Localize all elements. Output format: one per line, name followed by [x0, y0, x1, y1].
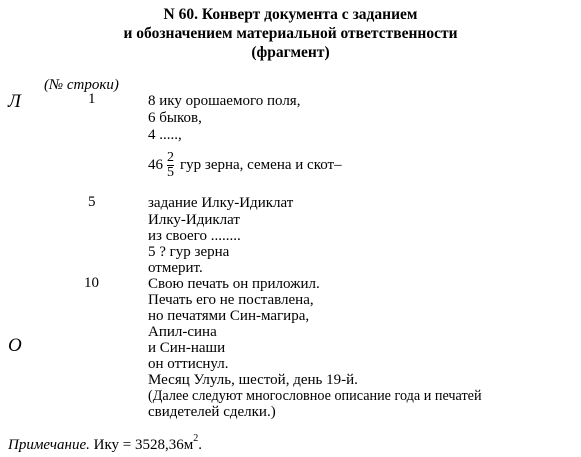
text-line-8: 5 ? гур зерна [148, 244, 230, 260]
reverse-side-label: О [8, 335, 22, 356]
document-title-line-2: и обозначением материальной ответственности [123, 25, 458, 42]
text-line-17: (Далее следуют многословное описание года и печатей [148, 388, 482, 404]
footnote [8, 433, 202, 454]
footnote-text: Ику = 3528,36м [93, 437, 194, 453]
document-title-line-1: N 60. Конверт документа с заданием [163, 6, 418, 23]
fraction-numerator: 2 [167, 150, 174, 165]
text-line-1: 8 ику орошаемого поля, [148, 93, 301, 109]
text-line-11: Печать его не поставлена, [148, 292, 314, 308]
fraction-denominator: 5 [167, 165, 174, 180]
line-number-10: 10 [84, 275, 99, 291]
line-number-5: 5 [88, 194, 96, 210]
whole-number: 46 [148, 156, 163, 173]
text-line-14: и Син-наши [148, 340, 226, 356]
text-line-13: Апил-сина [148, 324, 217, 340]
text-line-3: 4 ....., [148, 127, 182, 143]
text-line-15: он оттиснул. [148, 356, 229, 372]
text-line-12: но печатями Син-магира, [148, 308, 310, 324]
document-title-line-3: (фрагмент) [251, 44, 330, 61]
footnote-end: . [198, 437, 202, 453]
line-number-1: 1 [88, 91, 96, 107]
text-line-10: Свою печать он приложил. [148, 276, 320, 292]
line-4-rest: гур зерна, семена и скот– [180, 156, 342, 173]
text-line-4 [148, 151, 342, 180]
text-line-6: Илку-Идиклат [148, 212, 240, 228]
fraction [167, 151, 174, 180]
text-line-18: свидетелей сделки.) [148, 404, 276, 420]
text-line-7: из своего ........ [148, 228, 241, 244]
obverse-side-label: Л [8, 91, 21, 112]
text-line-16: Месяц Улуль, шестой, день 19-й. [148, 372, 358, 388]
text-line-5: задание Илку-Идиклат [148, 195, 294, 211]
text-line-2: 6 быков, [148, 110, 202, 126]
footnote-label: Примечание. [8, 437, 90, 453]
text-line-9: отмерит. [148, 260, 203, 276]
line-number-column-header: (№ строки) [44, 77, 119, 93]
footnote-superscript: 2 [193, 433, 199, 444]
